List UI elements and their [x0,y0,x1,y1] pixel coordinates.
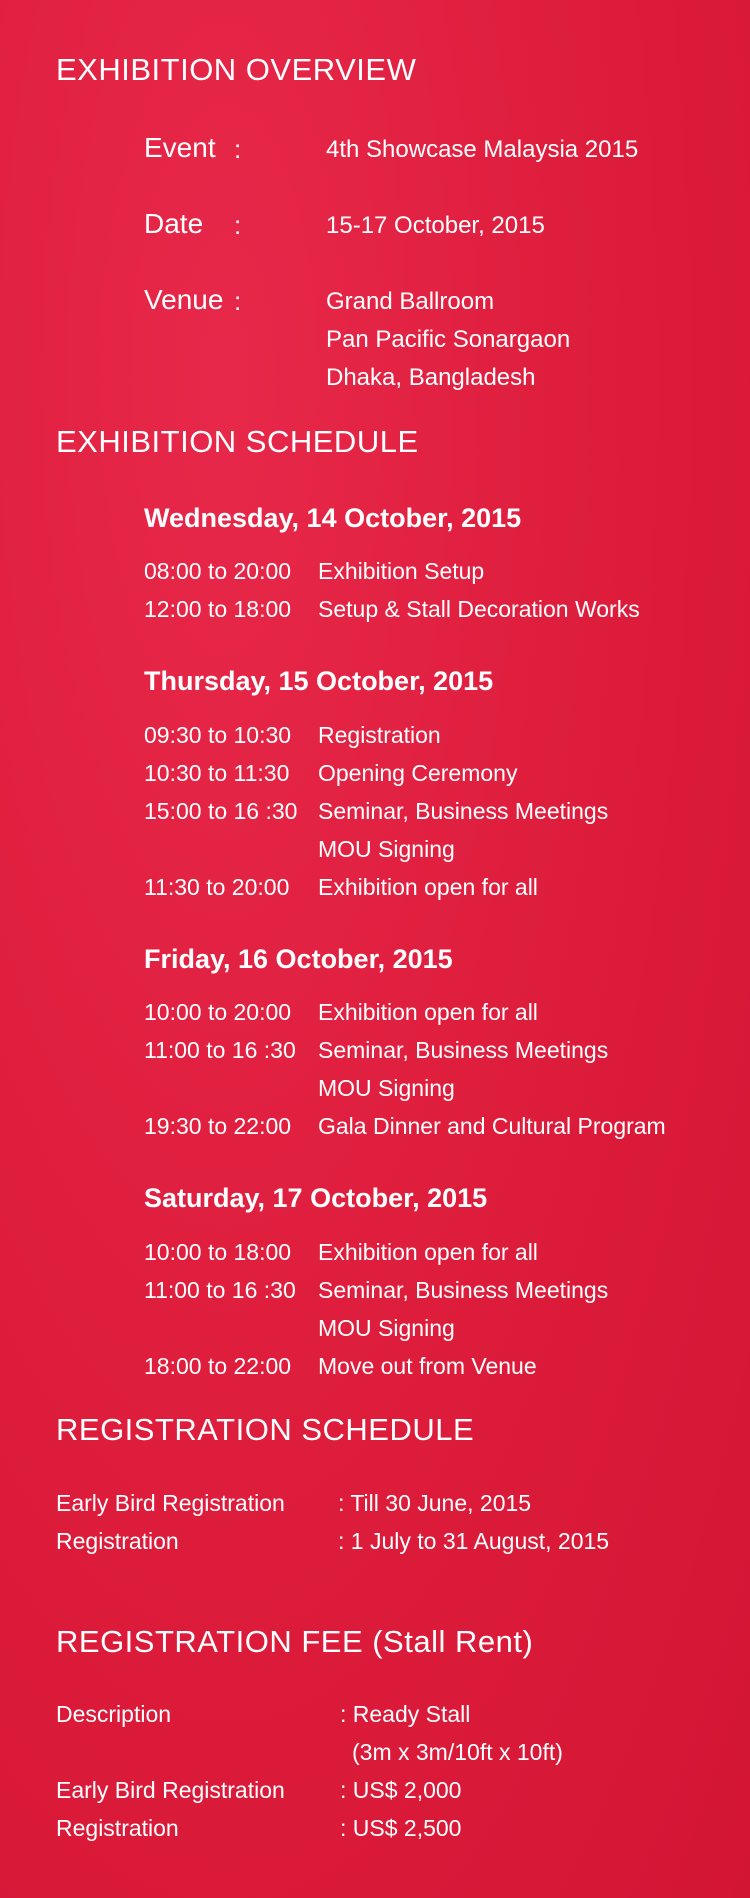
schedule-time: 11:30 to 20:00 [144,874,290,900]
schedule-row [144,1347,744,1385]
fee-row [56,1695,716,1733]
schedule-time: 15:00 to 16 :30 [144,798,298,824]
schedule-row [144,716,744,754]
schedule-row [144,590,744,628]
event-label: Event [144,132,216,163]
schedule-activity: Exhibition open for all [318,999,538,1025]
fee-detail: (3m x 3m/10ft x 10ft) [352,1739,563,1765]
fee-heading: REGISTRATION FEE (Stall Rent) [56,1624,534,1659]
fee-label: Early Bird Registration [56,1777,285,1803]
schedule-time: 08:00 to 20:00 [144,558,292,584]
venue-line: Dhaka, Bangladesh [326,364,536,391]
schedule-activity: MOU Signing [318,1315,455,1341]
event-colon: : [234,134,242,164]
schedule-row [144,1233,744,1271]
schedule-time: 11:00 to 16 :30 [144,1277,296,1303]
schedule-activity: Opening Ceremony [318,760,518,786]
schedule-time: 10:00 to 20:00 [144,999,292,1025]
day-schedule [144,1233,744,1385]
fee-table [56,1695,716,1847]
day-title: Saturday, 17 October, 2015 [144,1183,488,1213]
schedule-time: 10:00 to 18:00 [144,1239,292,1265]
day-title: Wednesday, 14 October, 2015 [144,503,522,533]
registration-schedule [56,1484,716,1560]
day-title: Friday, 16 October, 2015 [144,944,453,974]
schedule-time: 11:00 to 16 :30 [144,1037,296,1063]
fee-value: : US$ 2,000 [340,1777,462,1803]
schedule-activity: Seminar, Business Meetings [318,798,609,824]
schedule-row [144,1107,744,1145]
schedule-activity: Setup & Stall Decoration Works [318,596,640,622]
day-schedule [144,716,744,906]
registration-value: : 1 July to 31 August, 2015 [338,1528,610,1554]
registration-label: Early Bird Registration [56,1490,285,1516]
schedule-row [144,1309,744,1347]
fee-label: Registration [56,1815,179,1841]
venue-colon: : [234,286,242,316]
schedule-activity: MOU Signing [318,836,455,862]
schedule-row [144,792,744,830]
registration-heading: REGISTRATION SCHEDULE [56,1412,475,1447]
schedule-row [144,754,744,792]
registration-row [56,1522,716,1560]
schedule-activity: Exhibition open for all [318,874,538,900]
schedule-activity: Exhibition Setup [318,558,485,584]
venue-line: Pan Pacific Sonargaon [326,326,571,353]
schedule-row [144,1069,744,1107]
schedule-time: 19:30 to 22:00 [144,1113,292,1139]
venue-value [326,283,570,397]
schedule-row [144,1271,744,1309]
registration-label: Registration [56,1528,179,1554]
event-value: 4th Showcase Malaysia 2015 [326,136,639,163]
schedule-activity: Registration [318,722,441,748]
fee-row [56,1771,716,1809]
fee-row [56,1733,716,1771]
schedule-time: 10:30 to 11:30 [144,760,290,786]
schedule-row [144,830,744,868]
date-value: 15-17 October, 2015 [326,212,545,239]
fee-value: : US$ 2,500 [340,1815,462,1841]
fee-label: Description [56,1701,172,1727]
schedule-activity: Seminar, Business Meetings [318,1037,609,1063]
overview-heading: EXHIBITION OVERVIEW [56,52,417,87]
schedule-row [144,552,744,590]
venue-label: Venue [144,284,224,315]
schedule-activity: Move out from Venue [318,1353,537,1379]
schedule-row [144,868,744,906]
schedule-time: 18:00 to 22:00 [144,1353,292,1379]
schedule-heading: EXHIBITION SCHEDULE [56,424,419,459]
registration-row [56,1484,716,1522]
day-schedule [144,552,744,628]
date-colon: : [234,210,242,240]
venue-line: Grand Ballroom [326,288,495,315]
schedule-row [144,1031,744,1069]
schedule-activity: Gala Dinner and Cultural Program [318,1113,666,1139]
fee-value: : Ready Stall [340,1701,471,1727]
day-title: Thursday, 15 October, 2015 [144,666,494,696]
schedule-activity: Seminar, Business Meetings [318,1277,609,1303]
schedule-row [144,993,744,1031]
schedule-activity: Exhibition open for all [318,1239,538,1265]
schedule-time: 12:00 to 18:00 [144,596,292,622]
registration-value: : Till 30 June, 2015 [338,1490,532,1516]
schedule-time: 09:30 to 10:30 [144,722,292,748]
date-label: Date [144,208,204,239]
schedule-activity: MOU Signing [318,1075,455,1101]
day-schedule [144,993,744,1145]
fee-row [56,1809,716,1847]
